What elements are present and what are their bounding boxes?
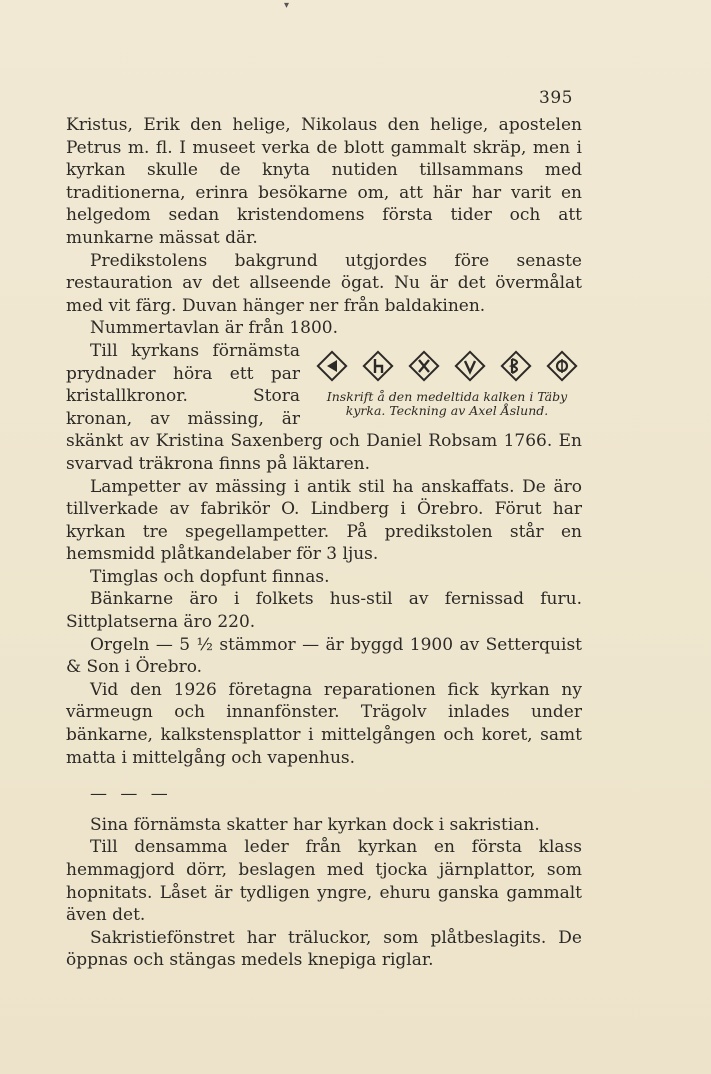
inscription-letter-icon [452, 348, 488, 384]
paragraph: Lampetter av mässing i antik stil ha anskaffats. De äro tillverkade av fabrikör O. Lindberg i Örebro. Förut har kyrkan tre spegellampetter. På predikstolen står en hemsmidd plåtkandelaber för 3 ljus. [66, 476, 582, 565]
inscription-letter-icon [406, 348, 442, 384]
paragraph: Till densamma leder från kyrkan en första klass hemmagjord dörr, beslagen med tjocka järnplattor, som hopnitats. Låset är tydligen yngre, ehuru ganska gammalt även det. [66, 837, 582, 926]
section-separator: — — — [90, 784, 172, 805]
inscription-figure [312, 344, 582, 418]
inscription-letter-icon [544, 348, 580, 384]
paragraph: Till kyrkans förnämsta prydnader höra ett par kristallkronor. Stora kronan, av mässing, är skänkt av Kristina Saxenberg och Daniel Robsam 1766. En svarvad träkrona finns på läktaren. [66, 340, 582, 474]
paragraph: Bänkarne äro i folkets hus-stil av fernissad furu. Sittplatserna äro 220. [66, 589, 582, 633]
page-number: 395 [539, 88, 573, 108]
paragraph: Timglas och dopfunt finnas. [90, 566, 330, 587]
paragraph: Kristus, Erik den helige, Nikolaus den helige, apostelen Petrus m. fl. I museet verka de blott gammalt skräp, men i kyrkan skulle de knyta nutiden tillsammans med traditionerna, erinra besökarne om, att här har varit en helgedom sedan kristendomens första tider och att munkarne mässat där. [66, 115, 582, 248]
body-text [66, 114, 582, 972]
figure-caption: Inskrift å den medeltida kalken i Täby kyrka. Teckning av Axel Åslund. [326, 388, 568, 418]
top-mark: ▾ [284, 0, 290, 11]
paragraph: Sakristiefönstret har träluckor, som plåtbeslagits. De öppnas och stängas medels knepiga riglar. [66, 927, 582, 971]
paragraph: Nummertavlan är från 1800. [90, 318, 338, 339]
paragraph: Orgeln — 5 ½ stämmor — är byggd 1900 av Setterquist & Son i Örebro. [66, 634, 582, 678]
paragraph: Vid den 1926 företagna reparationen fick kyrkan ny värmeugn och innanfönster. Trägolv inlades under bänkarne, kalkstensplattor i mittelgången och koret, samt matta i mittelgång och vapenhus. [66, 679, 582, 768]
inscription-letter-icon [360, 348, 396, 384]
inscription-letter-icon [314, 348, 350, 384]
inscription-glyph-row [312, 344, 582, 388]
paragraph: Predikstolens bakgrund utgjordes före senaste restauration av det allseende ögat. Nu är det övermålat med vit färg. Duvan hänger ner från baldakinen. [66, 250, 582, 316]
paragraph: Sina förnämsta skatter har kyrkan dock i sakristian. [90, 814, 540, 835]
inscription-letter-icon [498, 348, 534, 384]
